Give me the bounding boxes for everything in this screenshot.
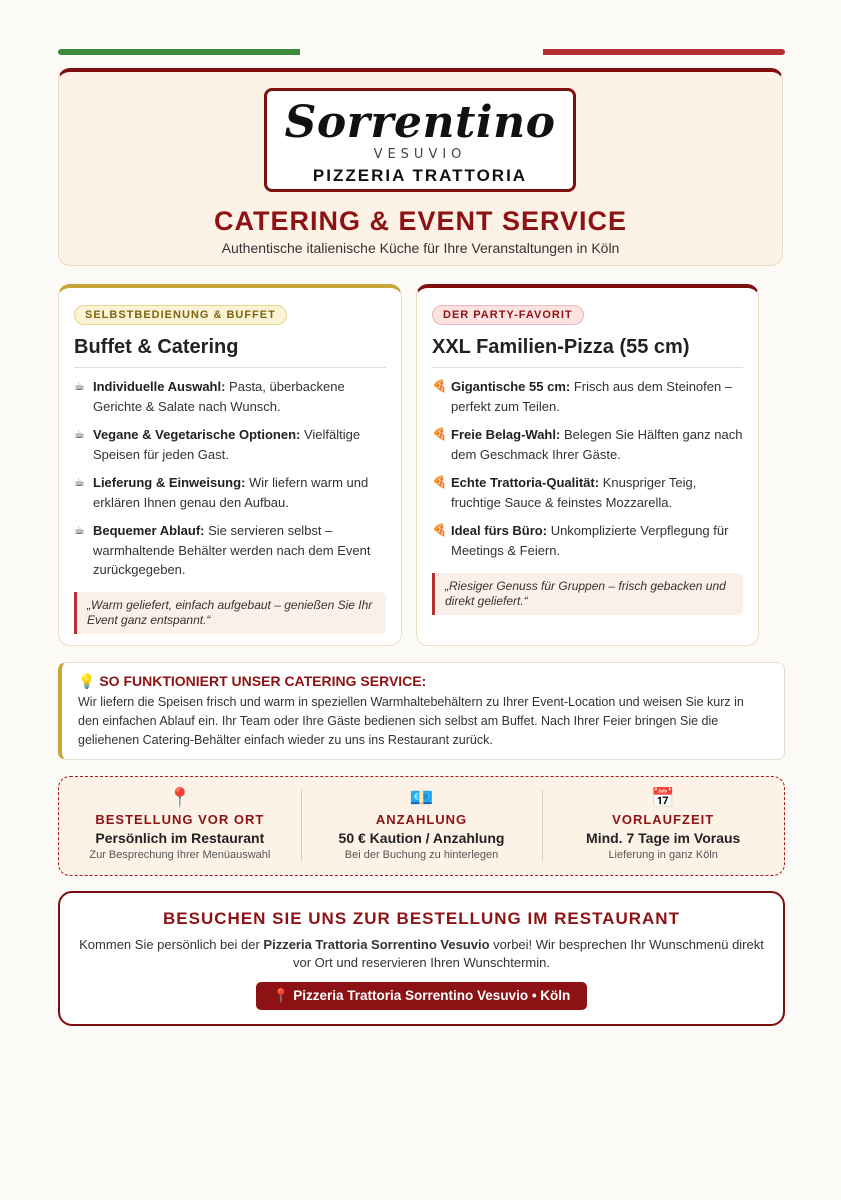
item-text: Knuspriger Teig, fruchtige Sauce & feinstes Mozzarella.: [451, 475, 697, 510]
flag-white: [300, 49, 542, 55]
item-text: Unkomplizierte Verpflegung für Meetings & Feiern.: [451, 523, 729, 558]
visit-title: BESUCHEN SIE UNS ZUR BESTELLUNG IM RESTAURANT: [163, 909, 680, 928]
how-it-works-title: [78, 673, 768, 690]
header-section: [58, 68, 783, 266]
list-item: [74, 473, 389, 512]
how-it-works-text: Wir liefern die Speisen frisch und warm in speziellen Warmhaltebehältern zu Ihrer Event-Location und weisen Sie kurz in den einfachen Ablauf ein. Ihr Team oder Ihre Gäste bedienen sich selbst am Buffet. Nach Ihrer Feier bringen Sie die geliehenen Catering-Behälter einfach wieder zu uns ins Restaurant zurück.: [78, 695, 744, 747]
buffet-card: [58, 284, 402, 646]
coffee-icon: ☕: [74, 427, 85, 441]
list-item: [74, 425, 389, 464]
flag-red: [543, 49, 785, 55]
page-title: CATERING & EVENT SERVICE: [213, 206, 628, 236]
fact-note: Lieferung in ganz Köln: [608, 849, 718, 861]
pizza-icon: 🍕: [432, 475, 447, 489]
pizza-card: [416, 284, 759, 646]
list-item: [74, 377, 389, 416]
fact-value: 50 € Kaution / Anzahlung: [338, 830, 505, 846]
item-label: Individuelle Auswahl:: [93, 379, 226, 394]
euro-banknote-icon: 💶: [409, 788, 434, 809]
key-facts: [58, 776, 785, 876]
buffet-quote: „Warm geliefert, einfach aufgebaut – genießen Sie Ihr Event ganz entspannt.“: [74, 592, 386, 634]
fact-order: [59, 777, 301, 875]
item-label: Echte Trattoria-Qualität:: [451, 475, 600, 490]
buffet-title: Buffet & Catering: [74, 336, 239, 358]
visit-section: [58, 891, 785, 1026]
italian-flag-bar: [58, 49, 785, 55]
item-label: Vegane & Vegetarische Optionen:: [93, 427, 301, 442]
fact-value: Mind. 7 Tage im Voraus: [586, 830, 741, 846]
pizza-title: XXL Familien-Pizza (55 cm): [432, 336, 690, 358]
restaurant-logo: [264, 88, 576, 192]
item-text: Sie servieren selbst – warmhaltende Behälter werden nach dem Event zurückgegeben.: [93, 523, 371, 577]
fact-heading: VORLAUFZEIT: [612, 812, 715, 827]
pizza-icon: 🍕: [432, 523, 447, 537]
visit-text-part: Kommen Sie persönlich bei der: [79, 937, 264, 952]
lightbulb-icon: 💡: [78, 673, 96, 689]
item-text: Pasta, überbackene Gerichte & Salate nach Wunsch.: [93, 379, 345, 414]
fact-deposit: [301, 777, 543, 875]
logo-sub: VESUVIO: [373, 147, 467, 162]
restaurant-name: Pizzeria Trattoria Sorrentino Vesuvio: [263, 937, 490, 952]
visit-text: [77, 936, 767, 972]
pizza-icon: 🍕: [432, 379, 447, 393]
buffet-badge: SELBSTBEDIENUNG & BUFFET: [74, 305, 287, 325]
item-label: Bequemer Ablauf:: [93, 523, 205, 538]
item-text: Wir liefern warm und erklären Ihnen genau den Aufbau.: [93, 475, 369, 510]
logo-name: Sorrentino: [284, 97, 556, 148]
map-pin-icon: 📍: [168, 788, 192, 809]
fact-heading: ANZAHLUNG: [375, 812, 468, 827]
list-item: [432, 377, 746, 416]
list-item: [432, 473, 746, 512]
item-label: Gigantische 55 cm:: [451, 379, 571, 394]
item-text: Frisch aus dem Steinofen – perfekt zum Teilen.: [451, 379, 733, 414]
fact-lead-time: [542, 777, 784, 875]
coffee-icon: ☕: [74, 475, 85, 489]
pizza-quote: „Riesiger Genuss für Gruppen – frisch gebacken und direkt geliefert.“: [432, 573, 743, 615]
pizza-badge: DER PARTY-FAVORIT: [432, 305, 584, 325]
item-label: Lieferung & Einweisung:: [93, 475, 246, 490]
pizza-list: [432, 377, 746, 569]
fact-heading: BESTELLUNG VOR ORT: [95, 812, 265, 827]
divider: [432, 367, 743, 368]
how-it-works-box: [58, 662, 785, 760]
list-item: [432, 521, 746, 560]
coffee-icon: ☕: [74, 523, 85, 537]
item-label: Ideal fürs Büro:: [451, 523, 548, 538]
divider: [74, 367, 386, 368]
list-item: [432, 425, 746, 464]
item-text: Vielfältige Speisen für jeden Gast.: [93, 427, 361, 462]
fact-note: Zur Besprechung Ihrer Menüauswahl: [89, 849, 271, 861]
flag-green: [58, 49, 300, 55]
fact-note: Bei der Buchung zu hinterlegen: [344, 849, 499, 861]
visit-text-part: vorbei! Wir besprechen Ihr Wunschmenü direkt vor Ort und reservieren Ihren Wunschtermin.: [293, 937, 764, 970]
list-item: [74, 521, 389, 580]
info-heading: SO FUNKTIONIERT UNSER CATERING SERVICE:: [99, 673, 427, 689]
restaurant-location-button[interactable]: 📍 Pizzeria Trattoria Sorrentino Vesuvio • Köln: [256, 982, 588, 1010]
logo-type: PIZZERIA TRATTORIA: [312, 166, 528, 185]
page-subtitle: Authentische italienische Küche für Ihre Veranstaltungen in Köln: [221, 240, 620, 256]
calendar-icon: 📅: [651, 788, 676, 809]
item-label: Freie Belag-Wahl:: [451, 427, 561, 442]
fact-value: Persönlich im Restaurant: [95, 830, 265, 846]
coffee-icon: ☕: [74, 379, 85, 393]
buffet-list: [74, 377, 389, 589]
pizza-icon: 🍕: [432, 427, 447, 441]
item-text: Belegen Sie Hälften ganz nach dem Geschmack Ihrer Gäste.: [451, 427, 743, 462]
